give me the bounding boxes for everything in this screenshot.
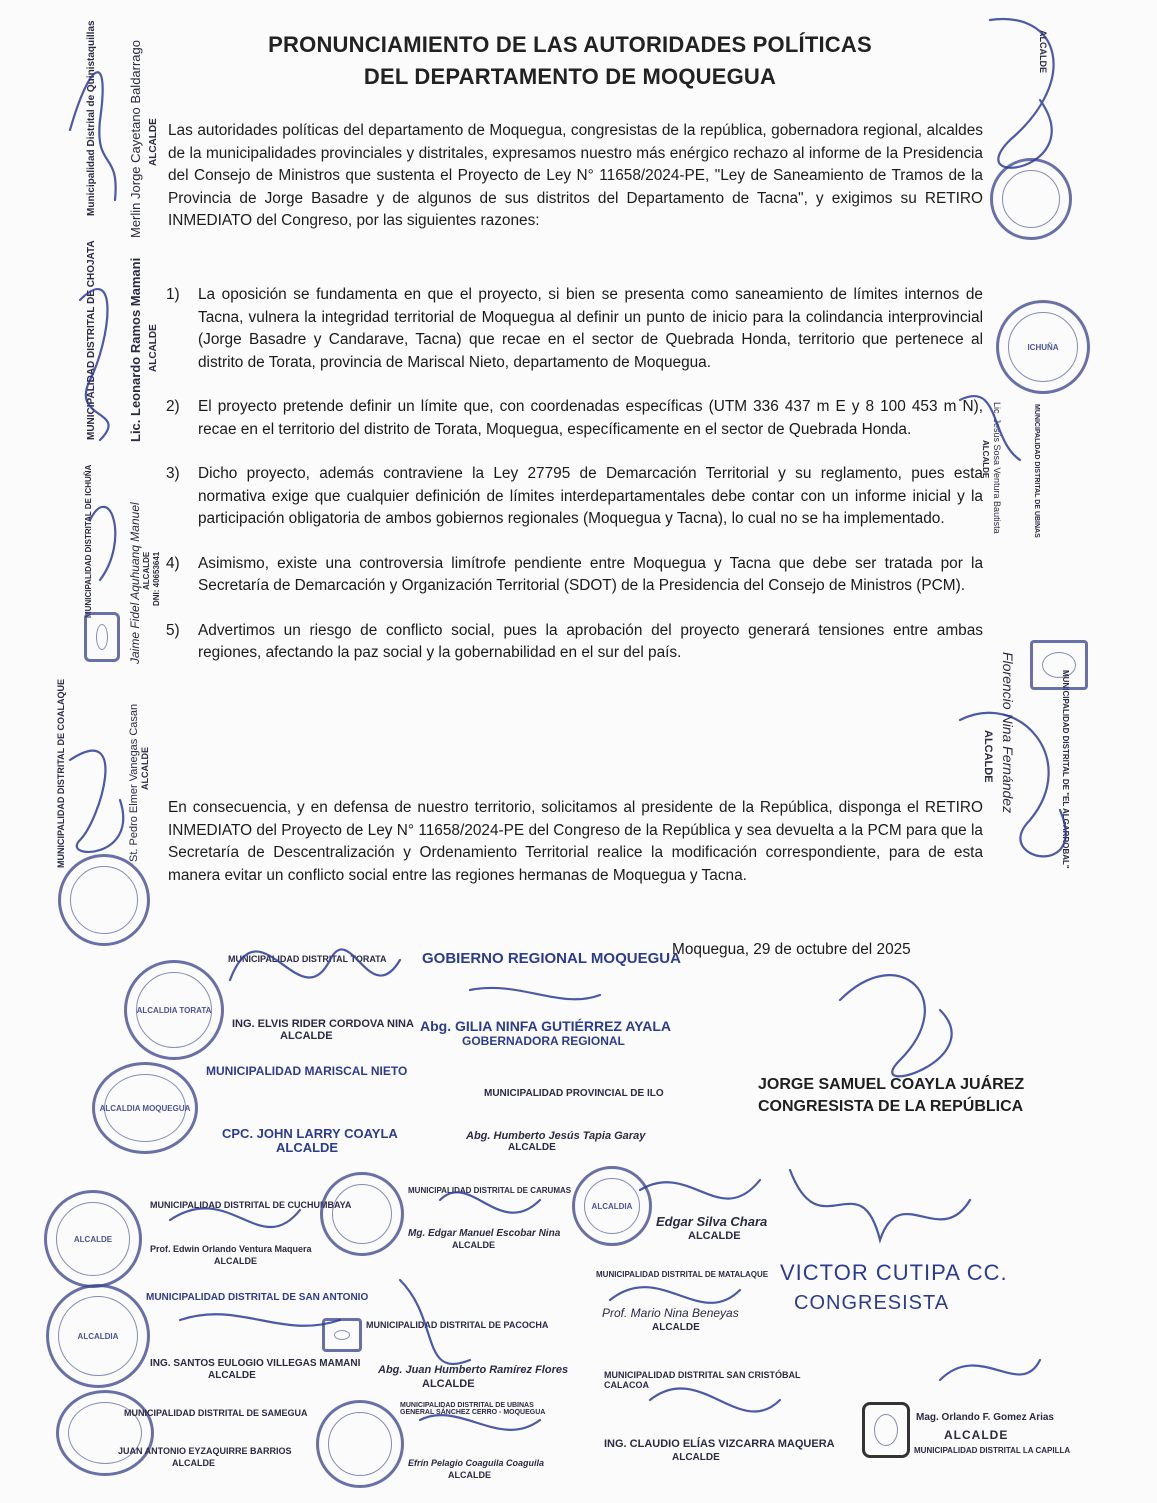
cuchumbaya-org: MUNICIPALIDAD DISTRITAL DE CUCHUMBAYA — [150, 1200, 352, 1210]
stamp-label: ALCALDE — [73, 1234, 113, 1244]
sanchez-cerro-name: Efrín Pelagio Coaguila Coaguila — [408, 1458, 545, 1468]
samegua-org: MUNICIPALIDAD DISTRITAL DE SAMEGUA — [124, 1408, 308, 1418]
list-item — [166, 463, 983, 531]
seal-stamp — [92, 1062, 198, 1154]
samegua-role: ALCALDE — [172, 1458, 215, 1468]
matalaque-role: ALCALDE — [652, 1322, 700, 1333]
ilo-org: MUNICIPALIDAD PROVINCIAL DE ILO — [484, 1088, 664, 1099]
cuchumbaya-role: ALCALDE — [214, 1256, 257, 1266]
seal-stamp — [990, 158, 1072, 240]
chara-role: ALCALDE — [688, 1230, 741, 1242]
intro-paragraph: Las autoridades políticas del departamento de Moquegua, congresistas de la república, gobernadora regional, alcaldes de la municipalidades provinciales y distritales, expresamos nuestro más enérgico rechazo al informe de la Presidencia del Consejo de Ministros que sustenta el Proyecto de Ley N° 11658/2024-PE, "Ley de Saneamiento de Tramos de la Provincia de Jorge Basadre y de algunos de sus distritos del Departamento de Tacna", y exigimos su RETIRO INMEDIATO del Congreso, por las siguientes razones: — [168, 122, 983, 229]
left-sig3-name: Jaime Fidel Aquhuanq Manuel — [128, 502, 142, 664]
san-antonio-org: MUNICIPALIDAD DISTRITAL DE SAN ANTONIO — [146, 1292, 369, 1303]
ilo-name: Abg. Humberto Jesús Tapia Garay — [466, 1130, 646, 1142]
carumas-name: Mg. Edgar Manuel Escobar Nina — [408, 1228, 561, 1239]
item-text: El proyecto pretende definir un límite que, con coordenadas específicas (UTM 336 437 m E y 8 100 453 m N), recae en el territorio del distrito de Torata, Moquegua, específicamente en el sector de Quebrada Honda. — [198, 398, 983, 438]
seal-stamp — [124, 960, 224, 1060]
stamp-label: ICHUÑA — [1027, 342, 1059, 352]
item-number: 3) — [166, 465, 180, 482]
left-sig1-org: Municipalidad Distrital de Quinistaquillas — [86, 20, 97, 216]
samegua-name: JUAN ANTONIO EYZAQUIRRE BARRIOS — [118, 1446, 292, 1456]
matalaque-name: Prof. Mario Nina Beneyas — [602, 1306, 739, 1320]
seal-stamp — [572, 1166, 652, 1246]
left-sig2-role: ALCALDE — [148, 324, 159, 372]
gobierno-role: GOBERNADORA REGIONAL — [462, 1034, 625, 1048]
carumas-role: ALCALDE — [452, 1240, 495, 1250]
matalaque-org: MUNICIPALIDAD DISTRITAL DE MATALAQUE — [596, 1270, 769, 1279]
item-text: Asimismo, existe una controversia limítrofe pendiente entre Moquegua y Tacna que debe ser tratada por la Secretaría de Demarcación y Organización Territorial (SDOT) de la Presidencia del Consejo de Ministros (PCM). — [198, 554, 983, 594]
left-sig3-role: ALCALDE — [142, 551, 151, 590]
list-item — [166, 396, 983, 441]
right-sig3-role: ALCALDE — [982, 730, 994, 783]
left-sig4-name: St. Pedro Elmer Vanegas Casan — [128, 703, 140, 862]
left-sig1-name: Merlin Jorge Cayetano Baldarrago — [128, 40, 143, 238]
emblem-icon — [322, 1318, 362, 1352]
seal-stamp — [316, 1400, 404, 1488]
stamp-label: ALCALDIA TORATA — [136, 1005, 212, 1015]
seal-stamp — [46, 1284, 150, 1388]
item-number: 1) — [166, 286, 180, 303]
left-sig4-org: MUNICIPALIDAD DISTRITAL DE COALAQUE — [56, 679, 66, 868]
stamp-label: ALCALDIA MOQUEGUA — [99, 1103, 191, 1113]
congresista2-name: VICTOR CUTIPA CC. — [780, 1260, 1008, 1285]
seal-stamp — [320, 1172, 404, 1256]
congresista1-name: JORGE SAMUEL COAYLA JUÁREZ — [758, 1076, 1025, 1093]
torata-org: MUNICIPALIDAD DISTRITAL TORATA — [228, 954, 387, 964]
left-sig3-dni: DNI: 40653641 — [152, 551, 161, 606]
left-sig2-name: Lic. Leonardo Ramos Mamani — [128, 257, 143, 442]
carumas-org: MUNICIPALIDAD DISTRITAL DE CARUMAS — [408, 1186, 572, 1195]
sanchez-cerro-role: ALCALDE — [448, 1470, 491, 1480]
la-capilla-name: Mag. Orlando F. Gomez Arias — [916, 1412, 1054, 1423]
emblem-icon — [84, 612, 120, 662]
torata-name: ING. ELVIS RIDER CORDOVA NINA — [232, 1018, 414, 1030]
right-sig3-name: Florencio Nina Fernández — [1000, 652, 1016, 814]
pacocha-name: Abg. Juan Humberto Ramírez Flores — [378, 1364, 569, 1376]
document-title-line-1: PRONUNCIAMIENTO DE LAS AUTORIDADES POLÍTICAS — [268, 32, 872, 57]
right-sig2-org: MUNICIPALIDAD DISTRITAL DE UBINAS — [1033, 404, 1040, 538]
san-antonio-role: ALCALDE — [208, 1370, 256, 1381]
pacocha-org: MUNICIPALIDAD DISTRITAL DE PACOCHA — [366, 1320, 549, 1330]
mariscal-org: MUNICIPALIDAD MARISCAL NIETO — [206, 1064, 408, 1078]
list-item — [166, 553, 983, 598]
gobierno-name: Abg. GILIA NINFA GUTIÉRREZ AYALA — [420, 1018, 671, 1034]
left-sig2-org: MUNICIPALIDAD DISTRITAL DE CHOJATA — [86, 240, 97, 440]
document-title-line-2: DEL DEPARTAMENTO DE MOQUEGUA — [363, 64, 777, 89]
ilo-role: ALCALDE — [508, 1142, 556, 1153]
left-sig4-role: ALCALDE — [140, 747, 150, 790]
right-sig2-name: Lic. Jesús Sosa Ventura Bautista — [992, 402, 1002, 534]
seal-stamp — [44, 1190, 142, 1288]
seal-stamp — [58, 854, 150, 946]
pacocha-role: ALCALDE — [422, 1378, 475, 1390]
la-capilla-org: MUNICIPALIDAD DISTRITAL LA CAPILLA — [914, 1446, 1071, 1455]
list-item — [166, 620, 983, 665]
item-text: Advertimos un riesgo de conflicto social, pues la aprobación del proyecto generará tensiones entre ambas regiones, afectando la paz social y la gobernabilidad en el sur del país. — [198, 621, 983, 661]
item-text: La oposición se fundamenta en que el proyecto, si bien se presenta como saneamiento de límites internos de Tacna, vulnera la integridad territorial de Moquegua al definir un punto de inicio para la colindancia interprovincial (Jorge Basadre y Candarave, Tacna) que recae en el sector de Quebrada Honda, territorio que pertenece al distrito de Torata, provincia de Mariscal Nieto, departamento de Moquegua. — [198, 286, 983, 371]
san-antonio-name: ING. SANTOS EULOGIO VILLEGAS MAMANI — [150, 1358, 361, 1369]
san-cristobal-name: ING. CLAUDIO ELÍAS VIZCARRA MAQUERA — [604, 1438, 835, 1450]
closing-paragraph: En consecuencia, y en defensa de nuestro territorio, solicitamos al presidente de la República, disponga el RETIRO INMEDIATO del Proyecto de Ley N° 11658/2024-PE del Congreso de la República y sea devuelta a la PCM para que la Secretaría de Descentralización y Ordenamiento Territorial realice la modificación correspondiente, para de esta manera evitar un conflicto social entre las regiones hermanas de Moquegua y Tacna. — [168, 799, 983, 884]
item-text: Dicho proyecto, además contraviene la Ley 27795 de Demarcación Territorial y su reglamento, pues esta normativa exige que cualquier definición de límites interdepartamentales debe contar con un informe inicial y la participación obligatoria de ambos gobiernos regionales (Moquegua y Tacna), lo cual no se ha implementado. — [198, 465, 983, 527]
congresista2-role: CONGRESISTA — [794, 1292, 950, 1314]
item-number: 2) — [166, 398, 180, 415]
seal-stamp — [56, 1390, 154, 1476]
san-cristobal-role: ALCALDE — [672, 1452, 720, 1463]
stamp-label: ALCALDIA — [77, 1331, 119, 1341]
place-date: Moquegua, 29 de octubre del 2025 — [672, 941, 911, 958]
seal-stamp — [996, 300, 1090, 394]
right-sig3-org: MUNICIPALIDAD DISTRITAL DE "EL ALGARROBAL" — [1061, 670, 1070, 869]
right-sig1-role: ALCALDE — [1038, 30, 1048, 73]
stamp-label: ALCALDIA — [591, 1201, 633, 1211]
chara-name: Edgar Silva Chara — [656, 1214, 768, 1229]
left-sig3-org: MUNICIPALIDAD DISTRITAL DE ICHUÑA — [84, 464, 93, 618]
item-number: 5) — [166, 621, 180, 639]
gobierno-org: GOBIERNO REGIONAL MOQUEGUA — [422, 950, 681, 967]
mariscal-role: ALCALDE — [276, 1140, 339, 1155]
emblem-icon — [1030, 640, 1088, 690]
reasons-list — [166, 284, 983, 687]
list-item — [166, 284, 983, 374]
emblem-icon — [862, 1402, 910, 1458]
right-sig2-role: ALCALDE — [981, 440, 990, 479]
mariscal-name: CPC. JOHN LARRY COAYLA — [222, 1126, 398, 1141]
cuchumbaya-name: Prof. Edwin Orlando Ventura Maquera — [150, 1244, 312, 1254]
la-capilla-role: ALCALDE — [944, 1428, 1009, 1442]
torata-role: ALCALDE — [280, 1030, 333, 1042]
sanchez-cerro-org: MUNICIPALIDAD DISTRITAL DE UBINAS GENERAL SÁNCHEZ CERRO - MOQUEGUA — [400, 1402, 546, 1416]
congresista1-role: CONGRESISTA DE LA REPÚBLICA — [758, 1098, 1024, 1115]
item-number: 4) — [166, 554, 180, 572]
san-cristobal-org: MUNICIPALIDAD DISTRITAL SAN CRISTÓBAL CALACOA — [604, 1370, 801, 1390]
left-sig1-role: ALCALDE — [148, 118, 159, 166]
